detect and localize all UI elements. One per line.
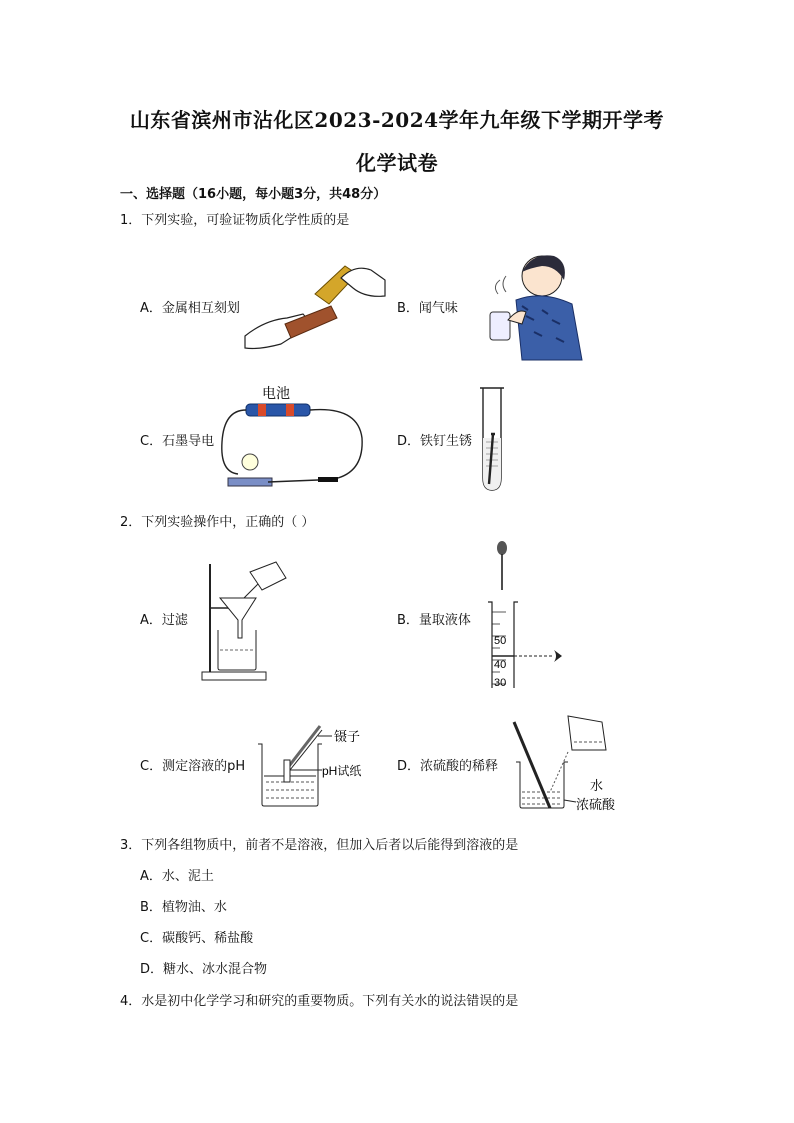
q3-option-b[interactable]: B．植物油、水: [140, 900, 227, 915]
circuit-figure: [218, 382, 366, 494]
question-3-stem: 3．下列各组物质中，前者不是溶液，但加入后者以后能得到溶液的是: [120, 838, 519, 853]
q1-option-a[interactable]: A．金属相互刻划: [140, 301, 240, 316]
section-heading: 一、选择题（16小题，每小题3分，共48分）: [120, 187, 387, 202]
acid-dilution-figure: [510, 712, 630, 814]
scale-50-label: 50: [494, 635, 507, 647]
exam-title-line1: 山东省滨州市沾化区2023-2024学年九年级下学期开学考: [129, 108, 665, 132]
q1-option-b[interactable]: B．闻气味: [397, 301, 458, 316]
conc-acid-label: 浓硫酸: [576, 797, 616, 812]
smell-figure: [482, 250, 586, 362]
q2-option-a[interactable]: A．过滤: [140, 613, 188, 628]
ph-test-figure: [256, 720, 376, 810]
question-1-stem: 1．下列实验，可验证物质化学性质的是: [120, 213, 350, 228]
question-4-stem: 4．水是初中化学学习和研究的重要物质。下列有关水的说法错误的是: [120, 994, 519, 1009]
q2-option-d[interactable]: D．浓硫酸的稀释: [397, 759, 499, 774]
scale-40-label: 40: [494, 659, 507, 671]
filtration-figure: [200, 558, 290, 682]
test-tube-figure: [478, 386, 506, 494]
q1-option-c[interactable]: C．石墨导电: [140, 434, 215, 449]
q2-option-c[interactable]: C．测定溶液的pH: [140, 759, 246, 774]
tweezers-label: 镊子: [334, 729, 361, 744]
metal-scratch-figure: [245, 258, 385, 350]
question-2-stem: 2．下列实验操作中，正确的（ ）: [120, 515, 315, 530]
exam-title-line2: 化学试卷: [356, 151, 438, 175]
q3-option-c[interactable]: C．碳酸钙、稀盐酸: [140, 931, 254, 946]
q1-option-d[interactable]: D．铁钉生锈: [397, 434, 473, 449]
battery-label: 电池: [262, 385, 290, 401]
ph-paper-label: pH试纸: [322, 764, 362, 778]
graduated-cylinder-figure: [484, 540, 568, 690]
water-label: 水: [590, 778, 604, 793]
scale-30-label: 30: [494, 677, 507, 689]
q2-option-b[interactable]: B．量取液体: [397, 613, 471, 628]
q3-option-a[interactable]: A．水、泥土: [140, 869, 214, 884]
q3-option-d[interactable]: D．糖水、冰水混合物: [140, 962, 268, 977]
